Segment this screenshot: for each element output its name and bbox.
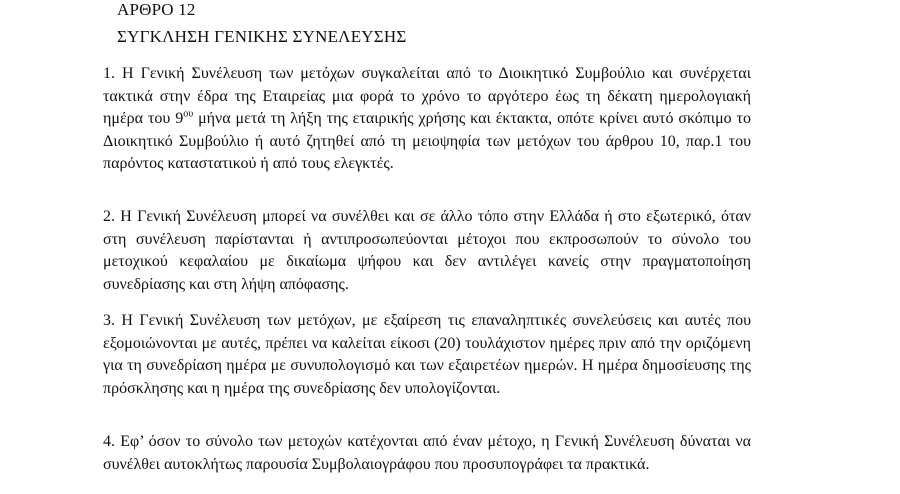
paragraph-1-text-end: μήνα μετά τη λήξη της εταιρικής χρήσης και έκτακτα, οπότε κρίνει αυτό σκόπιμο το Διοικητικό Συμβούλιο ή αυτό ζητηθεί από τη μειοψηφία των μετόχων του άρθρου 10, παρ.1 του παρόντος καταστατικού ή από τους ελεγκτές. bbox=[103, 110, 751, 173]
paragraph-1-text-start: 1. Η Γενική Συνέλευση των μετόχων συγκαλείται από το Διοικητικό Συμβούλιο και συνέρχεται τακτικά στην έδρα της Εταιρείας μια φορά το χρόνο το αργότερο έως τη δέκατη ημερολογιακή ημέρα του 9 bbox=[103, 65, 751, 128]
paragraph-1 bbox=[103, 63, 751, 176]
paragraph-3: 3. Η Γενική Συνέλευση των μετόχων, με εξαίρεση τις επαναληπτικές συνελεύσεις και αυτές που εξομοιώνονται με αυτές, πρέπει να καλείται είκοσι (20) τουλάχιστον ημέρες πριν από την οριζόμενη για τη συνεδρίαση ημέρα με συνυπολογισμό και των εξαιρετέων ημερών. Η ημέρα δημοσίευσης της πρόσκλησης και η ημέρα της συνεδρίασης δεν υπολογίζονται. bbox=[103, 312, 751, 397]
paragraph-2: 2. Η Γενική Συνέλευση μπορεί να συνέλθει και σε άλλο τόπο στην Ελλάδα ή στο εξωτερικό, όταν στη συνέλευση παρίστανται ή αντιπροσωπεύονται μέτοχοι που εκπροσωπούν το σύνολο του μετοχικού κεφαλαίου με δικαίωμα ψήφου και δεν αντιλέγει κανείς στην πραγματοποίηση συνεδρίασης και στη λήψη απόφασης. bbox=[103, 208, 751, 293]
article-number: ΑΡΘΡΟ 12 bbox=[117, 0, 196, 19]
paragraph-4: 4. Εφ’ όσον το σύνολο των μετοχών κατέχονται από έναν μέτοχο, η Γενική Συνέλευση δύναται να συνέλθει αυτοκλήτως παρουσία Συμβολαιογράφου που προσυπογράφει τα πρακτικά. bbox=[103, 433, 751, 473]
paragraph-1-ordinal-suffix: ου bbox=[183, 108, 194, 120]
article-title: ΣΥΓΚΛΗΣΗ ΓΕΝΙΚΗΣ ΣΥΝΕΛΕΥΣΗΣ bbox=[117, 27, 407, 46]
